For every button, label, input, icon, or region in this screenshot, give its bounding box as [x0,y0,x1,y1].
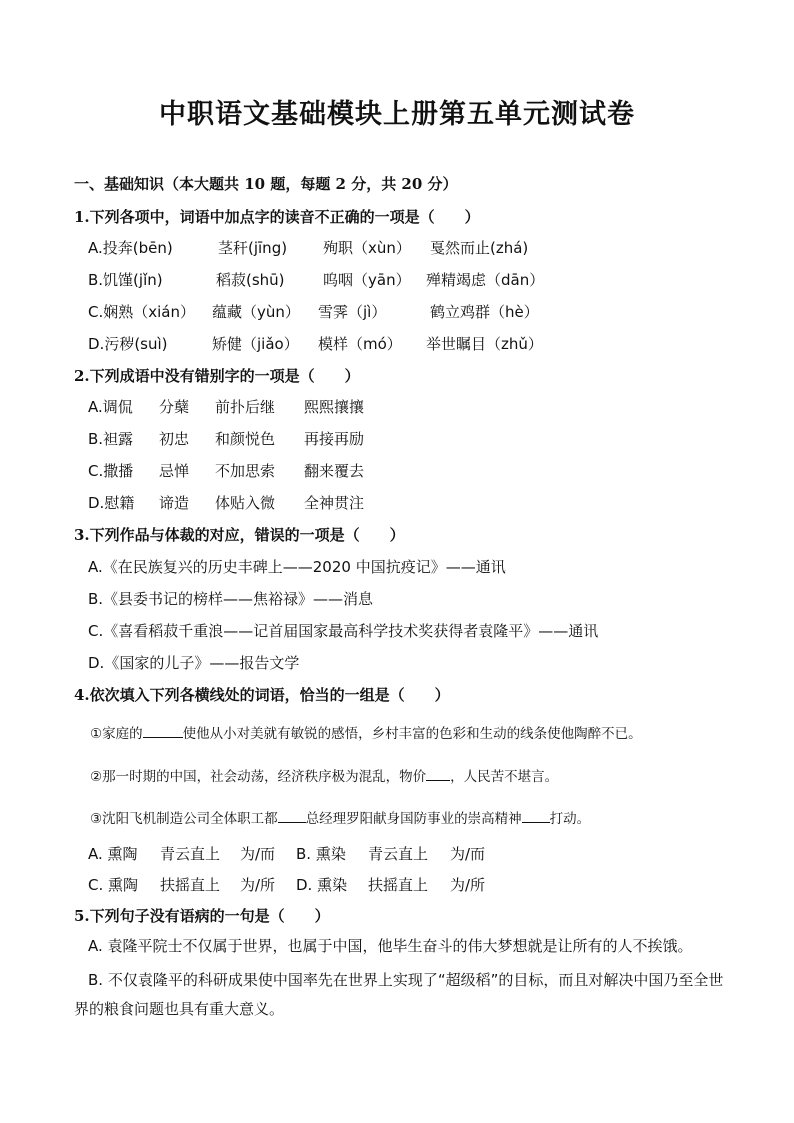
sentence-text: 打动。 [549,811,591,827]
section-heading: 一、基础知识（本大题共 10 题，每题 2 分，共 20 分） [74,175,458,193]
option-item: B.袒露 [88,430,134,448]
question-1-option-b [88,269,544,290]
question-4-sentence-3 [90,807,590,827]
question-4-options-cd [88,874,485,895]
question-2-option-a [88,396,364,417]
question-5-stem: 5.下列句子没有语病的一句是（ ） [74,907,330,925]
question-1-option-d [88,333,543,354]
option-item: 分蘖 [159,398,190,416]
option-item: 矫健（jiǎo） [212,335,299,353]
option-item: 青云直上 [368,845,429,863]
option-item: A.投奔(bēn) [88,239,173,257]
question-1-stem: 1.下列各项中，词语中加点字的读音不正确的一项是（ ） [74,208,480,226]
option-item: C.撒播 [88,462,134,480]
question-2-option-c [88,460,364,481]
question-4-stem: 4.依次填入下列各横线处的词语，恰当的一组是（ ） [74,686,450,704]
option-item: 忌惮 [159,462,190,480]
option-item: B. 熏染 [296,845,346,863]
option-item: 蕴藏（yùn） [212,303,300,321]
question-1-option-a [88,237,528,258]
option-item: B.饥馑(jǐn) [88,271,163,289]
option-item: 鹤立鸡群（hè） [430,303,539,321]
option-item: 呜咽（yān） [323,271,411,289]
option-item: 为/而 [240,845,276,863]
option-item: C.娴熟（xián） [88,303,195,321]
option-item: 为/所 [240,876,276,894]
sentence-text: ①家庭的 [90,726,143,742]
option-item: 为/而 [450,845,486,863]
sentence-text: 总经理罗阳献身国防事业的崇高精神 [305,811,522,827]
question-3-stem: 3.下列作品与体裁的对应，错误的一项是（ ） [74,526,405,544]
option-item: 体贴入微 [215,494,276,512]
page-title: 中职语文基础模块上册第五单元测试卷 [159,99,635,130]
option-item: 扶摇直上 [160,876,221,894]
question-3-option-b: B.《县委书记的榜样——焦裕禄》——消息 [88,590,374,608]
option-item: 雪霁（jì） [318,303,387,321]
option-item: 殚精竭虑（dān） [426,271,545,289]
option-item: 和颜悦色 [215,430,276,448]
question-4-options-ab [88,843,485,864]
option-item: 殉职（xùn） [323,239,411,257]
option-item: 谛造 [159,494,190,512]
option-item: 不加思索 [215,462,276,480]
option-item: D.慰籍 [88,494,135,512]
question-2-option-b [88,428,364,449]
sentence-text: ②那一时期的中国，社会动荡，经济秩序极为混乱，物价 [90,769,427,785]
fill-blank[interactable] [522,810,550,823]
sentence-text: 使他从小对美就有敏锐的感悟，乡村丰富的色彩和生动的线条使他陶醉不已。 [182,726,642,742]
sentence-text: ，人民苦不堪言。 [450,769,559,785]
option-item: 前扑后继 [215,398,276,416]
option-item: 举世瞩目（zhǔ） [426,335,543,353]
question-3-option-d: D.《国家的儿子》——报告文学 [88,654,300,672]
question-5-option-b: B. 不仅袁隆平的科研成果使中国率先在世界上实现了“超级稻”的目标，而且对解决中国乃至全世界的粮食问题也具有重大意义。 [74,971,724,1018]
option-item: C. 熏陶 [88,876,139,894]
fill-blank[interactable] [426,768,450,781]
option-item: 熙熙攘攘 [304,398,365,416]
option-item: 稻菽(shū) [216,271,285,289]
option-item: 再接再励 [304,430,365,448]
question-4-sentence-2 [90,765,558,785]
option-item: A.调侃 [88,398,133,416]
fill-blank[interactable] [278,810,306,823]
option-item: 翻来覆去 [304,462,365,480]
option-item: 扶摇直上 [368,876,429,894]
option-item: 模样（mó） [318,335,402,353]
option-item: 戛然而止(zhá) [430,239,529,257]
option-item: 青云直上 [160,845,221,863]
option-item: 茎秆(jīng) [218,239,288,257]
question-5-option-a: A. 袁隆平院士不仅属于世界，也属于中国，他毕生奋斗的伟大梦想就是让所有的人不挨饿。 [88,937,693,955]
option-item: A. 熏陶 [88,845,138,863]
option-item: 为/所 [450,876,486,894]
question-3-option-a: A.《在民族复兴的历史丰碑上——2020 中国抗疫记》——通讯 [88,558,506,576]
question-2-option-d [88,492,364,513]
question-1-option-c [88,301,539,322]
option-item: 全神贯注 [304,494,365,512]
question-3-option-c: C.《喜看稻菽千重浪——记首届国家最高科学技术奖获得者袁隆平》——通讯 [88,622,599,640]
question-4-sentence-1 [90,722,642,742]
option-item: D.污秽(suì) [88,335,168,353]
option-item: D. 熏染 [296,876,348,894]
sentence-text: ③沈阳飞机制造公司全体职工都 [90,811,278,827]
question-2-stem: 2.下列成语中没有错别字的一项是（ ） [74,367,360,385]
option-item: 初忠 [159,430,190,448]
fill-blank[interactable] [143,725,183,738]
